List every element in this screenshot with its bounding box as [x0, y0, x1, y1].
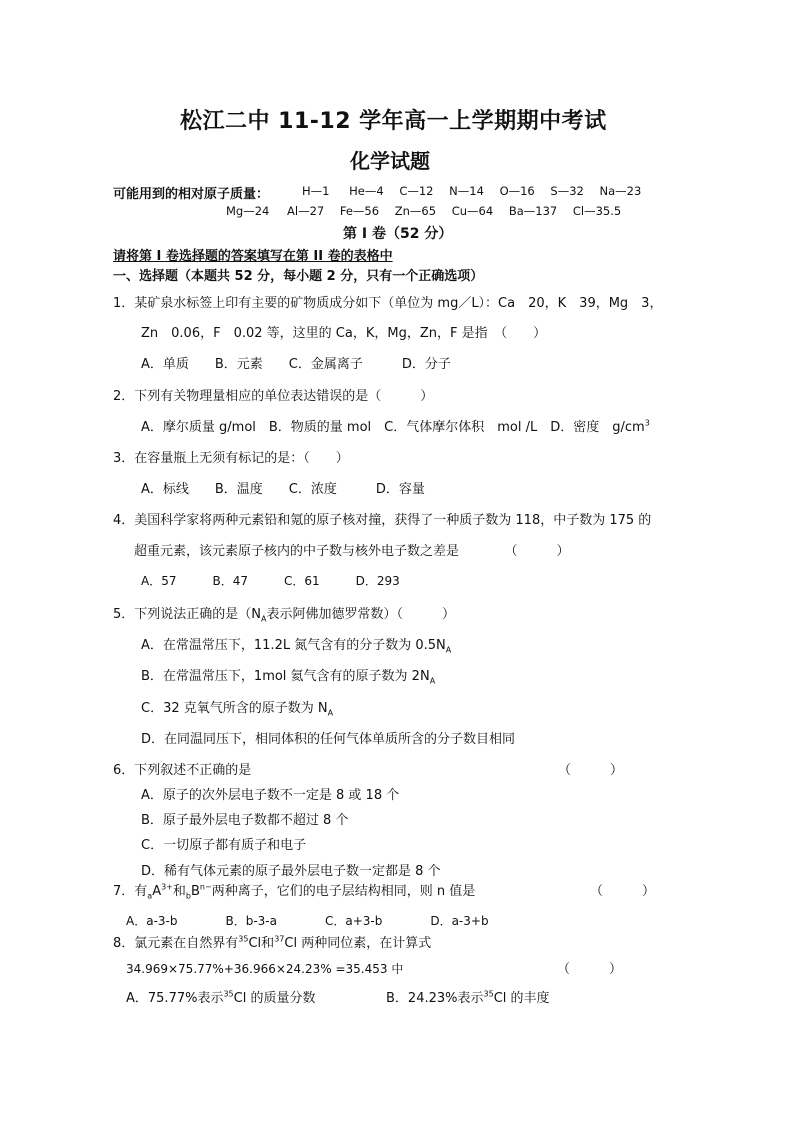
atomic-mass-label: 可能用到的相对原子质量：	[113, 187, 270, 202]
atomic-mass-item: Na—23	[599, 184, 642, 198]
question-6-answer-paren: （ ）	[558, 763, 624, 778]
part-title: 一、选择题（本题共 52 分，每小题 2 分，只有一个正确选项）	[113, 269, 484, 284]
question-7-stem: 7．有$_aA^{3+}$和$_bB^{n-}$两种离子，它们的电子层结构相同，则 n 值是	[113, 882, 476, 901]
atomic-mass-item: He—4	[349, 184, 384, 198]
question-5-option-c: C．32 克氧气所含的原子数为 $N_A$	[141, 701, 334, 718]
answer-instruction: 请将第 I 卷选择题的答案填写在第 II 卷的表格中	[113, 249, 393, 264]
question-7-options: A．a-3-b B．b-3-a C．a+3-b D．a-3+b	[126, 914, 489, 928]
atomic-mass-item: Mg—24	[226, 204, 270, 218]
atomic-mass-item: Cu—64	[451, 204, 494, 218]
atomic-mass-item: O—16	[499, 184, 535, 198]
question-5-stem: 5．下列说法正确的是（$N_A$表示阿佛加德罗常数）（ ）	[113, 607, 455, 624]
question-2-stem: 2．下列有关物理量相应的单位表达错误的是（ ）	[113, 389, 434, 404]
question-6-stem: 6．下列叙述不正确的是	[113, 763, 252, 778]
question-8-formula: 34.969×75.77%+36.966×24.23% =35.453 中	[126, 962, 404, 976]
question-8-answer-paren: （ ）	[557, 962, 623, 977]
atomic-mass-row-1	[302, 184, 641, 198]
atomic-mass-item: Fe—56	[339, 204, 380, 218]
question-8-option-b: B．24.23%表示$^{35}$Cl 的丰度	[386, 989, 550, 1006]
page-subtitle: 化学试题	[350, 149, 430, 173]
atomic-mass-item: Zn—65	[394, 204, 437, 218]
atomic-mass-item: H—1	[302, 184, 330, 198]
page-title: 松江二中 11-12 学年高一上学期期中考试	[180, 109, 607, 134]
question-5-option-b: B．在常温常压下，1mol 氦气含有的原子数为 $2N_A$	[141, 669, 436, 686]
question-1-options: A．单质 B．元素 C．金属离子 D．分子	[141, 357, 451, 372]
question-5-option-d: D．在同温同压下，相同体积的任何气体单质所含的分子数目相同	[141, 732, 516, 747]
question-6-option-d: D．稀有气体元素的原子最外层电子数一定都是 8 个	[141, 864, 441, 879]
volume-title: 第 I 卷（52 分）	[343, 226, 453, 242]
question-6-option-b: B．原子最外层电子数都不超过 8 个	[141, 813, 349, 828]
atomic-mass-item: Ba—137	[508, 204, 558, 218]
question-4-line-2: 超重元素，该元素原子核内的中子数与核外电子数之差是 （ ）	[134, 544, 570, 559]
question-3-stem: 3．在容量瓶上无须有标记的是：（ ）	[113, 451, 349, 466]
atomic-mass-row-2	[226, 204, 621, 218]
atomic-mass-item: S—32	[550, 184, 584, 198]
question-1-line-2: Zn 0.06，F 0.02 等，这里的 Ca，K，Mg，Zn，F 是指 （ ）	[141, 326, 547, 341]
question-6-option-a: A．原子的次外层电子数不一定是 8 或 18 个	[141, 788, 400, 803]
question-5-option-a: A．在常温常压下，11.2L 氮气含有的分子数为 $0.5N_A$	[141, 638, 452, 655]
atomic-mass-item: C—12	[399, 184, 434, 198]
atomic-mass-item: Cl—35.5	[572, 204, 622, 218]
atomic-mass-item: Al—27	[287, 204, 325, 218]
question-7-answer-paren: （ ）	[590, 884, 656, 899]
question-3-options: A．标线 B．温度 C．浓度 D．容量	[141, 482, 425, 497]
question-6-option-c: C．一切原子都有质子和电子	[141, 838, 307, 853]
question-8-stem: 8．氯元素在自然界有$^{35}$Cl和$^{37}$Cl 两种同位素，在计算式	[113, 934, 432, 951]
question-8-option-a: A．75.77%表示$^{35}$Cl 的质量分数	[126, 989, 316, 1006]
question-4-line-1: 4．美国科学家将两种元素铅和氪的原子核对撞，获得了一种质子数为 118，中子数为 175 的	[113, 513, 652, 528]
atomic-mass-item: N—14	[449, 184, 484, 198]
question-4-options: A．57 B．47 C．61 D．293	[141, 574, 400, 588]
question-2-options: A．摩尔质量 g/mol B．物质的量 mol C．气体摩尔体积 mol /L D．密度 $g/cm^3$	[141, 418, 650, 435]
question-1-line-1: 1．某矿泉水标签上印有主要的矿物质成分如下（单位为 mg／L）：Ca 20，K 39，Mg 3，	[113, 296, 663, 311]
